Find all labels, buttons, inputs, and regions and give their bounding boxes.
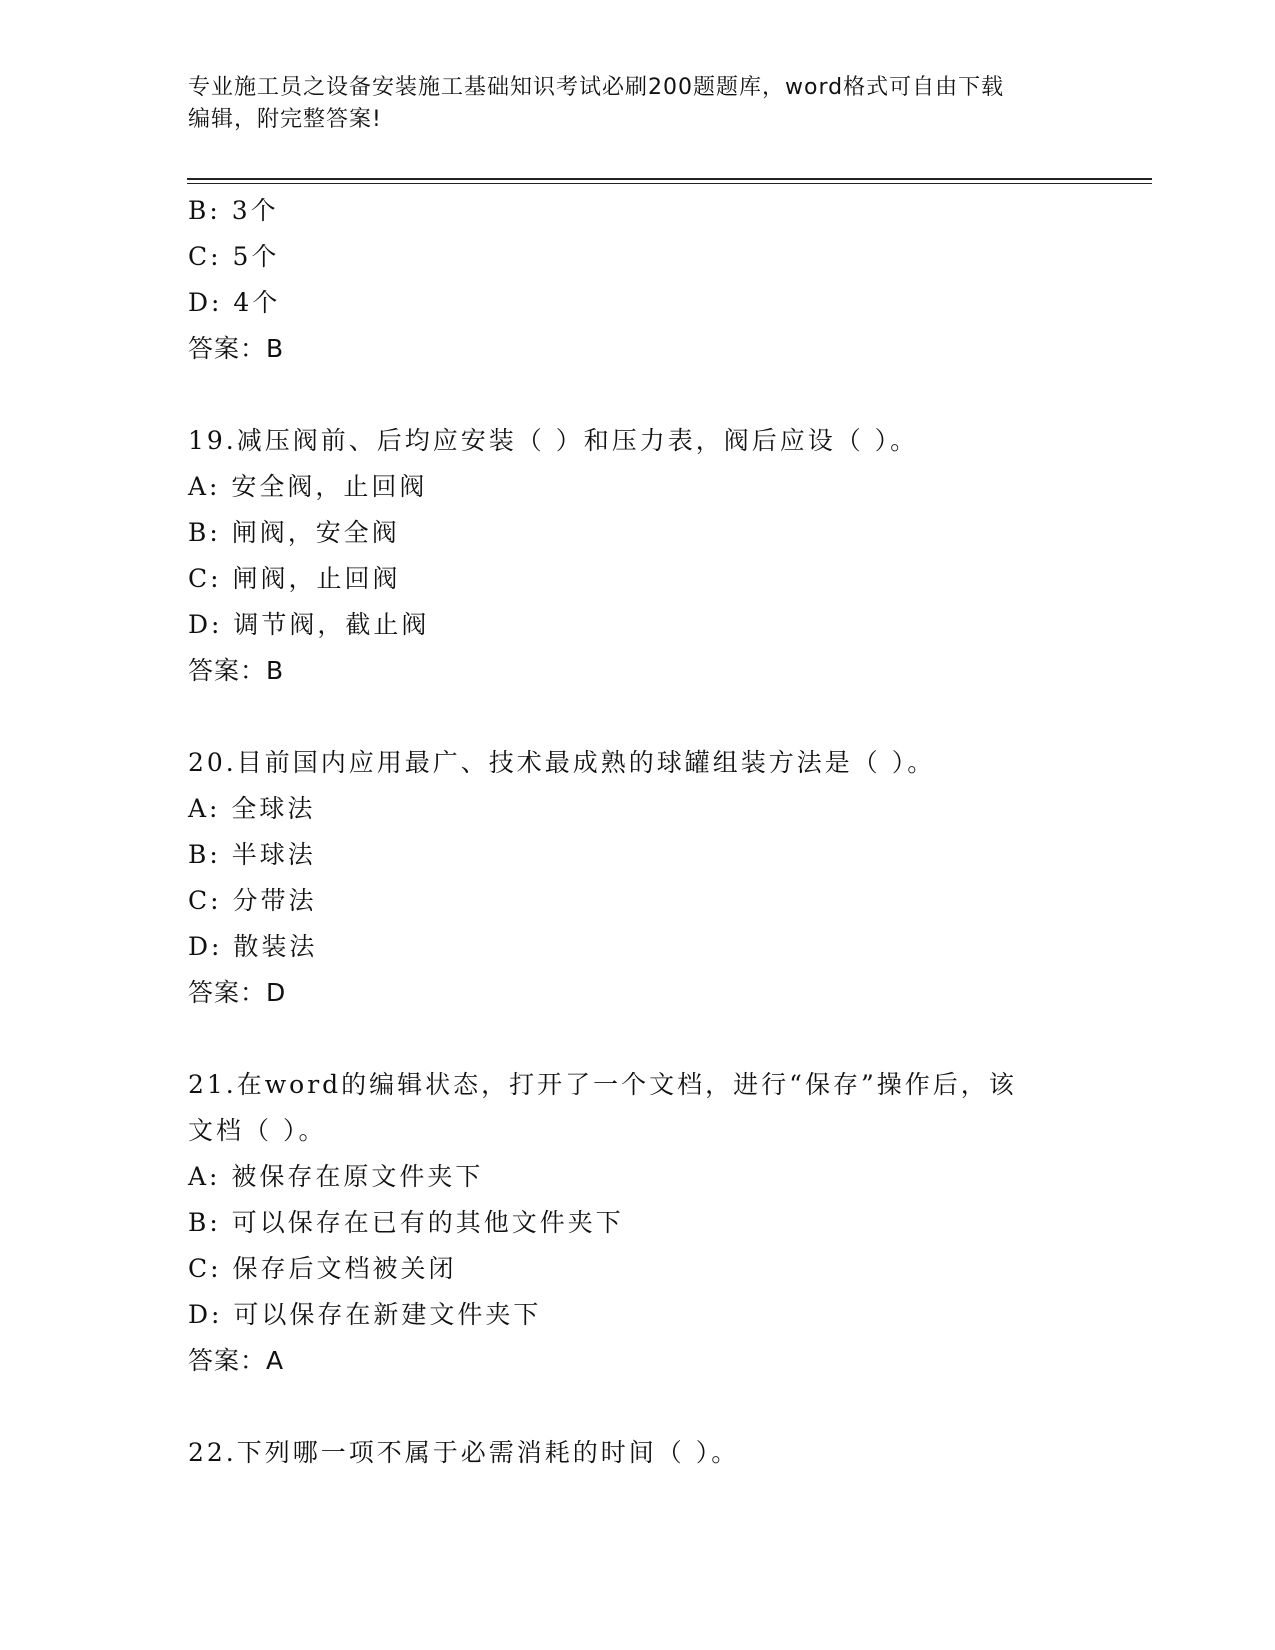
option-d: D: 可以保存在新建文件夹下 [188, 1300, 542, 1329]
answer-line: 答案：B [188, 334, 285, 363]
option-c: C: 5个 [188, 242, 280, 271]
header-line-2: 编辑，附完整答案! [188, 107, 382, 132]
header-rule-thick [187, 178, 1152, 180]
question-19 [188, 418, 1088, 694]
document-header [188, 72, 1088, 136]
answer-line: 答案：B [188, 656, 285, 685]
option-a: A: 被保存在原文件夹下 [188, 1162, 484, 1191]
option-d: D: 散装法 [188, 932, 318, 961]
answer-line: 答案：D [188, 978, 287, 1007]
question-text-continued: 文档（ ）。 [188, 1116, 327, 1145]
option-d: D: 调节阀，截止阀 [188, 610, 430, 639]
question-text: 22.下列哪一项不属于必需消耗的时间（ ）。 [188, 1438, 740, 1467]
question-20 [188, 740, 1088, 1016]
question-21 [188, 1062, 1088, 1384]
question-text: 20.目前国内应用最广、技术最成熟的球罐组装方法是（ ）。 [188, 748, 936, 777]
option-b: B: 3个 [188, 196, 279, 225]
option-b: B: 半球法 [188, 840, 316, 869]
question-22 [188, 1430, 1088, 1476]
option-a: A: 全球法 [188, 794, 316, 823]
question-list [188, 188, 1088, 1476]
option-c: C: 分带法 [188, 886, 317, 915]
answer-line: 答案：A [188, 1346, 285, 1375]
spacer [188, 1016, 1088, 1062]
question-text: 21.在word的编辑状态，打开了一个文档，进行“保存”操作后，该 [188, 1070, 1017, 1099]
spacer [188, 372, 1088, 418]
question-text: 19.减压阀前、后均应安装（ ）和压力表，阀后应设（ ）。 [188, 426, 919, 455]
spacer [188, 694, 1088, 740]
option-c: C: 保存后文档被关闭 [188, 1254, 457, 1283]
question-18-tail [188, 188, 1088, 372]
option-b: B: 可以保存在已有的其他文件夹下 [188, 1208, 624, 1237]
header-rule-thin [187, 183, 1152, 184]
option-b: B: 闸阀，安全阀 [188, 518, 400, 547]
header-line-1: 专业施工员之设备安装施工基础知识考试必刷200题题库，word格式可自由下载 [188, 75, 1005, 100]
option-d: D: 4个 [188, 288, 281, 317]
spacer [188, 1384, 1088, 1430]
option-c: C: 闸阀，止回阀 [188, 564, 401, 593]
option-a: A: 安全阀，止回阀 [188, 472, 428, 501]
